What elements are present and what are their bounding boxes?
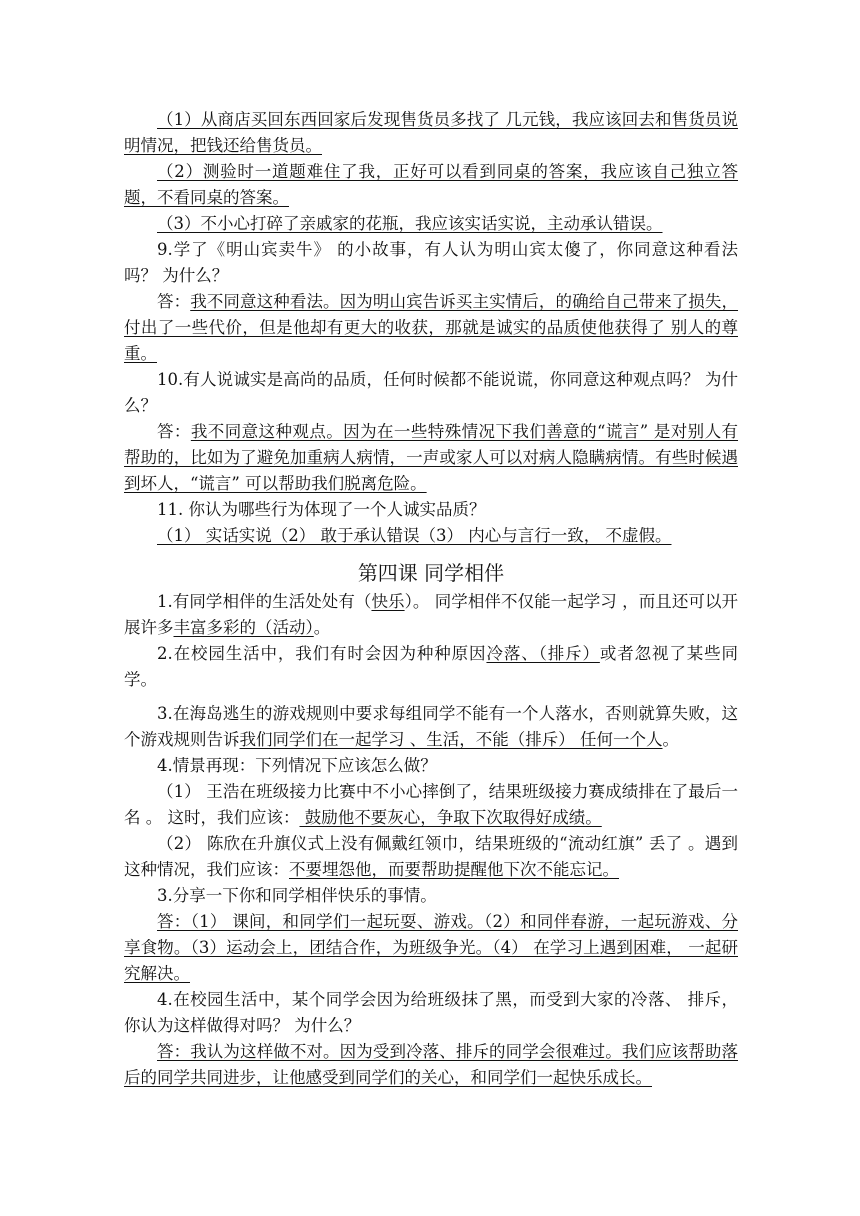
- lesson-item-4-1-text: （1） 王浩在班级接力比赛中不小心摔倒了，结果班级接力赛成绩排在了最后一名 。 这时，我们应该：: [124, 782, 738, 827]
- lesson-item-4-2: [124, 831, 738, 883]
- lesson-item-1: [124, 589, 738, 641]
- lesson-item-1-text-c: ）。 同学相伴不仅能一起学习 ，而且还可以开展许多: [124, 592, 739, 637]
- lesson-item-4-2-answer: 不要埋怨他，而要帮助提醒他下次不能忘记。: [289, 860, 619, 879]
- answer-10: [124, 419, 738, 497]
- lesson-item-5-answer: [124, 909, 738, 987]
- lesson-title: 第四课 同学相伴: [357, 561, 505, 585]
- answer-3: [124, 211, 738, 237]
- answer-3-text: （3）不小心打碎了亲戚家的花瓶，我应该实话实说，主动承认错误。: [157, 214, 663, 233]
- lesson-item-1-blank-1: 快乐: [371, 592, 405, 611]
- document-page: [124, 107, 738, 1091]
- lesson-item-2-text-a: 2.在校园生活中，我们有时会因为种种原因: [157, 644, 487, 663]
- lesson-item-5: 3.分享一下你和同学相伴快乐的事情。: [157, 886, 437, 905]
- answer-2-text: （2）测验时一道题难住了我，正好可以看到同桌的答案，我应该自己独立答题，不看同桌的答案。: [124, 162, 738, 207]
- question-10: 10.有人说诚实是高尚的品质，任何时候都不能说谎，你同意这种观点吗？ 为什么？: [124, 370, 738, 415]
- answer-2: [124, 159, 738, 211]
- lesson-item-6-answer: [124, 1039, 738, 1091]
- lesson-item-2-text-c: 或者忽视了某些同学。: [124, 644, 739, 689]
- lesson-item-4-1-answer: 鼓励他不要灰心，争取下次取得好成绩。: [299, 808, 602, 827]
- lesson-item-3-blank: 我们同学们在一起学习 、生活，不能（排斥） 任何一个人: [239, 730, 663, 749]
- lesson-item-3-text-c: 。: [662, 730, 679, 749]
- lesson-item-5-answer-text: 答：（1） 课间，和同学们一起玩耍、游戏。（2）和同伴春游，一起玩游戏、分享食物。（3）运动会上，团结合作，为班级争光。（4） 在学习上遇到困难， 一起研究解决。: [124, 912, 738, 983]
- answer-9-prefix: 答：: [157, 292, 191, 311]
- lesson-item-6-answer-text: 答：我认为这样做不对。因为受到冷落、排斥的同学会很难过。我们应该帮助落后的同学共同进步，让他感受到同学们的关心，和同学们一起快乐成长。: [124, 1042, 738, 1087]
- lesson-item-2: [124, 641, 738, 693]
- lesson-item-3: [124, 701, 738, 753]
- lesson-item-6: 4.在校园生活中，某个同学会因为给班级抹了黑，而受到大家的冷落、 排斥，你认为这样做得对吗？ 为什么？: [124, 990, 738, 1035]
- question-11: 11. 你认为哪些行为体现了一个人诚实品质？: [157, 500, 486, 519]
- answer-10-text: 我不同意这种观点。因为在一些特殊情况下我们善意的“谎言” 是对别人有帮助的，比如为了避免加重病人病情，一声或家人可以对病人隐瞒病情。有些时候遇到坏人，“谎言” 可以帮助我们脱离危险。: [124, 422, 739, 493]
- lesson-item-2-blank: 冷落、（排斥）: [486, 644, 600, 663]
- lesson-item-3-text-a: 3.在海岛逃生的游戏规则中要求每组同学不能有一个人落水，否则就算失败，这个游戏规则告诉: [124, 704, 738, 749]
- answer-11: [124, 523, 738, 549]
- answer-11-text: （1） 实话实说（2） 敢于承认错误（3） 内心与言行一致， 不虚假。: [157, 526, 672, 545]
- lesson-item-1-blank-2: 丰富多彩的（活动）: [173, 618, 314, 637]
- question-9: 9.学了《明山宾卖牛》 的小故事，有人认为明山宾太傻了，你同意这种看法吗？ 为什么？: [124, 240, 738, 285]
- lesson-item-1-text-a: 1.有同学相伴的生活处处有（: [157, 592, 372, 611]
- spacer: [124, 693, 738, 701]
- answer-9: [124, 289, 738, 367]
- lesson-item-4-1: [124, 779, 738, 831]
- lesson-item-4: 4.情景再现：下列情况下应该怎么做？: [157, 756, 437, 775]
- lesson-item-1-text-e: 。: [313, 618, 331, 637]
- answer-1: [124, 107, 738, 159]
- answer-10-prefix: 答：: [157, 422, 191, 441]
- lesson-item-4-2-text: （2） 陈欣在升旗仪式上没有佩戴红领巾，结果班级的“流动红旗” 丢了 。遇到这种情况，我们应该：: [124, 834, 738, 879]
- answer-9-text: 我不同意这种看法。因为明山宾告诉买主实情后，的确给自己带来了损失，付出了一些代价，但是他却有更大的收获，那就是诚实的品质使他获得了 别人的尊重。: [124, 292, 739, 363]
- answer-1-text: （1）从商店买回东西回家后发现售货员多找了 几元钱，我应该回去和售货员说明情况，把钱还给售货员。: [124, 110, 738, 155]
